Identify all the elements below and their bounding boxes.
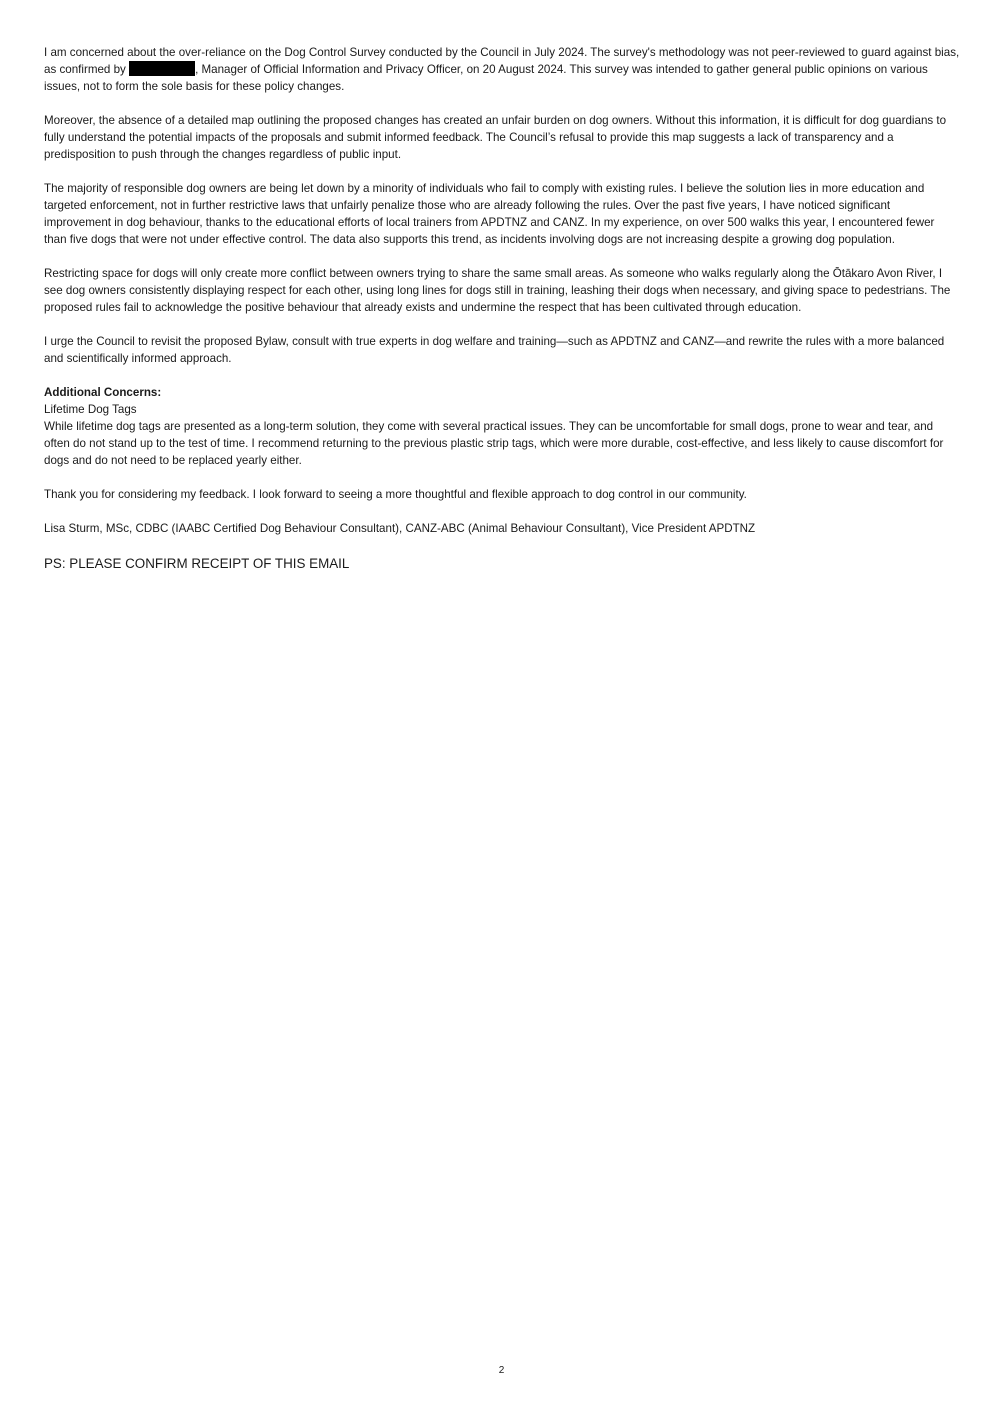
postscript: PS: PLEASE CONFIRM RECEIPT OF THIS EMAIL xyxy=(44,556,350,571)
paragraph-survey-text-start: I am concerned about the over-reliance on the Dog Control Survey conducted by the Council in July 2024. The survey's methodology was not peer-reviewed to guard against bias, as confirmed by xyxy=(44,46,960,76)
paragraph-survey-text-end: , Manager of Official Information and Privacy Officer, on 20 August 2024. This survey was intended to gather general public opinions on various issues, not to form the sole basis for these policy changes. xyxy=(44,63,928,93)
redacted-name-block xyxy=(129,61,195,76)
paragraph-restricting-space: Restricting space for dogs will only create more conflict between owners trying to share the same small areas. As someone who walks regularly along the Ōtākaro Avon River, I see dog owners consistently displaying respect for each other, using long lines for dogs still in training, leashing their dogs when necessary, and giving space to pedestrians. The proposed rules fail to acknowledge the positive behaviour that already exists and undermine the respect that has been cultivated through education. xyxy=(44,267,951,314)
additional-concerns-heading: Additional Concerns: xyxy=(44,386,162,399)
signature-line: Lisa Sturm, MSc, CDBC (IAABC Certified Dog Behaviour Consultant), CANZ-ABC (Animal Behaviour Consultant), Vice President APDTNZ xyxy=(44,522,756,535)
paragraph-dog-tags: While lifetime dog tags are presented as a long-term solution, they come with several practical issues. They can be uncomfortable for small dogs, prone to wear and tear, and often do not stand up to the test of time. I recommend returning to the previous plastic strip tags, which were more durable, cost-effective, and less likely to cause discomfort for dogs and do not need to be replaced yearly either. xyxy=(44,420,944,467)
page-number: 2 xyxy=(498,1365,505,1376)
paragraph-responsible-owners: The majority of responsible dog owners are being let down by a minority of individuals who fail to comply with existing rules. I believe the solution lies in more education and targeted enforcement, not in further restrictive laws that unfairly penalize those who are already following the rules. Over the past five years, I have noticed significant improvement in dog behaviour, thanks to the educational efforts of local trainers from APDTNZ and CANZ. In my experience, on over 500 walks this year, I encountered fewer than five dogs that were not under effective control. The data also supports this trend, as incidents involving dogs are not increasing despite a growing dog population. xyxy=(44,182,935,246)
lifetime-dog-tags-subheading: Lifetime Dog Tags xyxy=(44,403,137,416)
paragraph-map-concern: Moreover, the absence of a detailed map outlining the proposed changes has created an unfair burden on dog owners. Without this information, it is difficult for dog guardians to fully understand the potential impacts of the proposals and submit informed feedback. The Council’s refusal to provide this map suggests a lack of transparency and a predisposition to push through the changes regardless of public input. xyxy=(44,114,947,161)
letter-body xyxy=(44,44,960,573)
paragraph-survey-concern xyxy=(44,44,960,95)
paragraph-thank-you: Thank you for considering my feedback. I look forward to seeing a more thoughtful and flexible approach to dog control in our community. xyxy=(44,488,747,501)
paragraph-urge-council: I urge the Council to revisit the proposed Bylaw, consult with true experts in dog welfare and training—such as APDTNZ and CANZ—and rewrite the rules with a more balanced and scientifically informed approach. xyxy=(44,335,945,365)
